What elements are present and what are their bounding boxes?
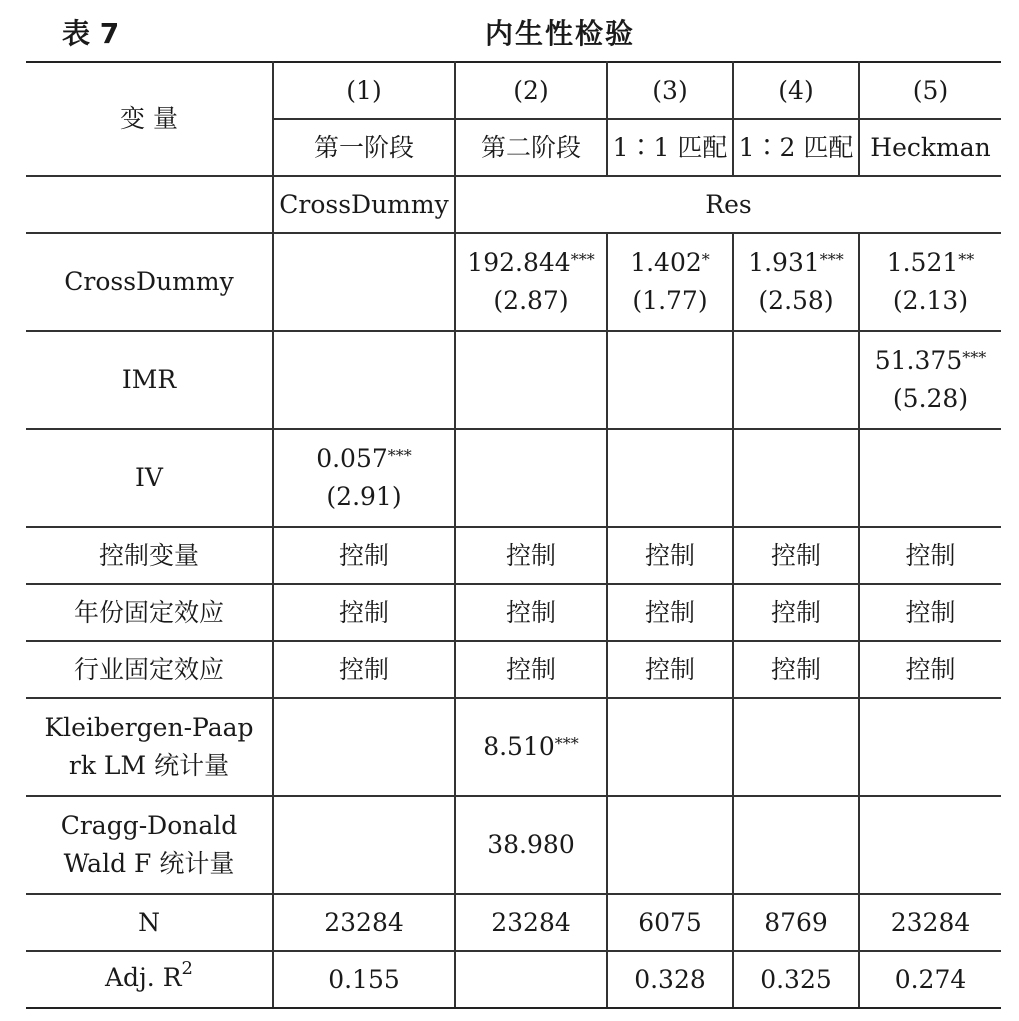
superscript: 2 (181, 958, 193, 979)
row-industry-fe (26, 641, 1001, 698)
empty-cell (733, 429, 859, 527)
coef-value: 51.375 (874, 346, 963, 375)
row-crossdummy (26, 233, 1001, 331)
row-label-line: rk LM 统计量 (68, 751, 230, 780)
stat-value: 8.510 (483, 732, 555, 761)
col-number: (2) (455, 62, 607, 119)
control-cell: 控制 (733, 527, 859, 584)
row-label: IMR (26, 331, 273, 429)
control-cell: 控制 (273, 641, 455, 698)
row-label: 年份固定效应 (26, 584, 273, 641)
significance-stars: ** (958, 250, 975, 269)
control-cell: 控制 (455, 527, 607, 584)
empty-cell (607, 698, 733, 796)
coef-cell (733, 233, 859, 331)
control-cell: 控制 (455, 641, 607, 698)
row-label: 控制变量 (26, 527, 273, 584)
coef-cell (859, 233, 1001, 331)
table-number: 表 7 (62, 17, 120, 50)
empty-cell (733, 698, 859, 796)
endogeneity-table (26, 61, 1001, 1009)
empty-cell (859, 429, 1001, 527)
variable-header: 变 量 (26, 62, 273, 176)
row-n (26, 894, 1001, 951)
r2-cell: 0.274 (859, 951, 1001, 1008)
empty-cell (607, 331, 733, 429)
significance-stars: *** (962, 348, 987, 367)
row-label-text: Adj. R (105, 963, 182, 992)
dep-var-res: Res (455, 176, 1001, 233)
empty-cell (859, 796, 1001, 894)
row-label: 行业固定效应 (26, 641, 273, 698)
empty-cell (273, 331, 455, 429)
control-cell: 控制 (733, 641, 859, 698)
row-label: CrossDummy (26, 233, 273, 331)
row-imr (26, 331, 1001, 429)
col-number: (1) (273, 62, 455, 119)
control-cell: 控制 (273, 584, 455, 641)
t-stat: (5.28) (892, 384, 969, 413)
t-stat: (2.58) (758, 286, 834, 315)
significance-stars: *** (819, 250, 844, 269)
coef-value: 1.521 (886, 248, 959, 277)
n-cell: 6075 (607, 894, 733, 951)
empty-cell (607, 429, 733, 527)
coef-value: 1.402 (630, 248, 702, 277)
stat-cell: 38.980 (455, 796, 607, 894)
col-method: 第一阶段 (273, 119, 455, 176)
r2-cell: 0.325 (733, 951, 859, 1008)
n-cell: 8769 (733, 894, 859, 951)
empty-cell (273, 233, 455, 331)
coef-cell (455, 233, 607, 331)
empty-cell (455, 331, 607, 429)
empty-cell (733, 331, 859, 429)
row-label: N (26, 894, 273, 951)
stat-cell (455, 698, 607, 796)
control-cell: 控制 (859, 527, 1001, 584)
row-year-fe (26, 584, 1001, 641)
col-method: 第二阶段 (455, 119, 607, 176)
col-method: Heckman (859, 119, 1001, 176)
control-cell: 控制 (859, 641, 1001, 698)
n-cell: 23284 (273, 894, 455, 951)
row-controls (26, 527, 1001, 584)
significance-stars: * (701, 250, 710, 269)
table-title: 内生性检验 (485, 17, 636, 50)
coef-value: 192.844 (467, 248, 571, 277)
col-number: (4) (733, 62, 859, 119)
empty-cell (455, 429, 607, 527)
row-cragg-donald (26, 796, 1001, 894)
control-cell: 控制 (607, 527, 733, 584)
n-cell: 23284 (455, 894, 607, 951)
col-method: 1∶2 匹配 (733, 119, 859, 176)
row-label-line: Kleibergen-Paap (44, 713, 254, 742)
col-method: 1∶1 匹配 (607, 119, 733, 176)
control-cell: 控制 (859, 584, 1001, 641)
control-cell: 控制 (273, 527, 455, 584)
title-row (0, 10, 1019, 54)
control-cell: 控制 (733, 584, 859, 641)
coef-value: 0.057 (316, 444, 388, 473)
empty-cell (607, 796, 733, 894)
empty-cell (273, 698, 455, 796)
header-row-numbers (26, 62, 1001, 119)
row-label: IV (26, 429, 273, 527)
col-number: (3) (607, 62, 733, 119)
row-label-line: Cragg-Donald (60, 811, 238, 840)
coef-cell (273, 429, 455, 527)
significance-stars: *** (554, 734, 579, 753)
r2-cell: 0.328 (607, 951, 733, 1008)
control-cell: 控制 (607, 584, 733, 641)
coef-cell (607, 233, 733, 331)
row-label (26, 698, 273, 796)
control-cell: 控制 (607, 641, 733, 698)
t-stat: (2.13) (892, 286, 969, 315)
significance-stars: *** (570, 250, 595, 269)
row-adj-r2 (26, 951, 1001, 1008)
empty-cell (859, 698, 1001, 796)
dep-var-col1: CrossDummy (273, 176, 455, 233)
control-cell: 控制 (455, 584, 607, 641)
row-iv (26, 429, 1001, 527)
row-label (26, 951, 273, 1008)
significance-stars: *** (387, 446, 412, 465)
t-stat: (2.87) (493, 286, 569, 315)
empty-cell (273, 796, 455, 894)
row-label (26, 796, 273, 894)
r2-cell: 0.155 (273, 951, 455, 1008)
row-label-line: Wald F 统计量 (63, 849, 235, 878)
r2-cell (455, 951, 607, 1008)
row-kleibergen-paap (26, 698, 1001, 796)
n-cell: 23284 (859, 894, 1001, 951)
header-row-depvar (26, 176, 1001, 233)
empty-cell (26, 176, 273, 233)
coef-value: 1.931 (748, 248, 820, 277)
t-stat: (1.77) (632, 286, 708, 315)
coef-cell (859, 331, 1001, 429)
t-stat: (2.91) (326, 482, 402, 511)
empty-cell (733, 796, 859, 894)
col-number: (5) (859, 62, 1001, 119)
